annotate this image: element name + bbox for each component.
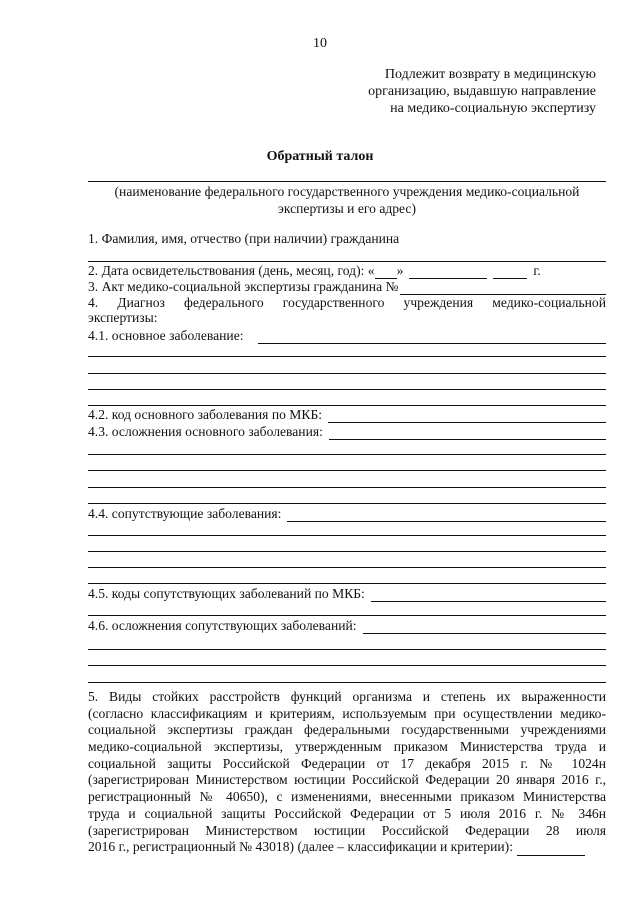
item-4-5-row (88, 585, 606, 602)
main-disease-complications-line[interactable] (88, 454, 606, 455)
item-5-line: (согласно классификациям и критериям, используемым при осуществлении медико- (88, 705, 606, 721)
item-4-2-row (88, 406, 606, 423)
item-5-line: социальной экспертизы граждан федеральными государственными учреждениями (88, 722, 606, 738)
item-4-6-label: 4.6. осложнения сопутствующих заболеваний: (88, 618, 357, 633)
concomitant-diseases-line[interactable] (88, 535, 606, 536)
item-5-line: труда и социальной защиты Российской Федерации от 5 июля 2016 г. № 346н (88, 805, 606, 821)
item-5-line: социальной защиты Российской Федерации от 17 декабря 2015 г. № 1024н (88, 755, 606, 771)
item-2-close-quote: » (396, 263, 404, 278)
return-note (336, 66, 596, 117)
item-4-5-label: 4.5. коды сопутствующих заболеваний по МКБ: (88, 586, 365, 601)
item-4-2-label: 4.2. код основного заболевания по МКБ: (88, 407, 323, 422)
item-4-3-row (88, 423, 606, 440)
item-2-year-suffix: г. (533, 263, 541, 278)
item-3-label: 3. Акт медико-социальной экспертизы гражданина № (88, 279, 399, 294)
item-2-row (88, 262, 606, 279)
main-disease-field-line[interactable] (88, 373, 606, 374)
return-note-line: организацию, выдавшую направление (368, 84, 596, 99)
item-5-line: регистрационный № 40650), с изменениями, внесенными приказом Министерства (88, 789, 606, 805)
item-5-line: (зарегистрирован Министерством юстиции Российской Федерации 20 января 2016 г., (88, 772, 606, 788)
item-4-4-row (88, 505, 606, 522)
main-disease-complications-line[interactable] (88, 470, 606, 471)
institution-name-field[interactable] (88, 181, 606, 182)
item-5-last-line (88, 839, 606, 856)
concomitant-complications-line[interactable] (88, 665, 606, 666)
institution-caption (88, 183, 606, 217)
concomitant-diseases-icd-codes-field[interactable] (371, 589, 606, 602)
item-3-row (88, 278, 606, 295)
item-4-line: 4. Диагноз федерального государственного учреждения медико-социальной (88, 295, 606, 310)
document-title: Обратный талон (266, 149, 374, 164)
concomitant-diseases-icd-codes-line[interactable] (88, 615, 606, 616)
concomitant-diseases-line[interactable] (88, 567, 606, 568)
item-4-label-continuation: экспертизы: (88, 310, 158, 325)
item-5-line: 5. Виды стойких расстройств функций организма и степень их выраженности (88, 689, 606, 704)
classification-criteria-field[interactable] (517, 843, 585, 856)
item-4-row (88, 309, 606, 326)
institution-caption-line: экспертизы и его адрес) (278, 201, 416, 216)
concomitant-complications-line[interactable] (88, 649, 606, 650)
item-1-label: 1. Фамилия, имя, отчество (при наличии) гражданина (88, 231, 400, 246)
item-5-line: 2016 г., регистрационный № 43018) (далее – классификации и критерии): (88, 839, 513, 855)
concomitant-complications-field[interactable] (363, 621, 606, 634)
return-note-line: на медико-социальную экспертизу (390, 101, 596, 116)
main-disease-field-line[interactable] (88, 389, 606, 390)
return-note-line: Подлежит возврату в медицинскую (384, 67, 596, 82)
main-disease-complications-line[interactable] (88, 503, 606, 504)
item-5-paragraph (88, 689, 606, 856)
concomitant-complications-line[interactable] (88, 682, 606, 683)
examination-act-number-field[interactable] (400, 282, 606, 295)
main-disease-complications-field[interactable] (329, 427, 606, 440)
main-disease-field[interactable] (258, 331, 606, 344)
item-4-6-row (88, 617, 606, 634)
main-disease-field-line[interactable] (88, 356, 606, 357)
main-disease-icd-code-field[interactable] (328, 410, 606, 423)
concomitant-diseases-line[interactable] (88, 583, 606, 584)
item-4-4-label: 4.4. сопутствующие заболевания: (88, 506, 282, 521)
item-5-line: медико-социальной экспертизы, утвержденным приказом Министерства труда и (88, 739, 606, 755)
item-4-3-label: 4.3. осложнения основного заболевания: (88, 424, 323, 439)
concomitant-diseases-field[interactable] (287, 509, 606, 522)
item-1-row (88, 230, 606, 247)
main-disease-complications-line[interactable] (88, 487, 606, 488)
item-2-label: 2. Дата освидетельствования (день, месяц, год): « (88, 263, 375, 278)
institution-caption-line: (наименование федерального государственного учреждения медико-социальной (114, 184, 580, 199)
page-number: 10 (313, 36, 327, 51)
item-5-line: (зарегистрирован Министерством юстиции Российской Федерации 28 июля (88, 822, 606, 838)
item-4-1-row (88, 327, 606, 344)
concomitant-diseases-line[interactable] (88, 551, 606, 552)
item-4-1-label: 4.1. основное заболевание: (88, 328, 244, 343)
